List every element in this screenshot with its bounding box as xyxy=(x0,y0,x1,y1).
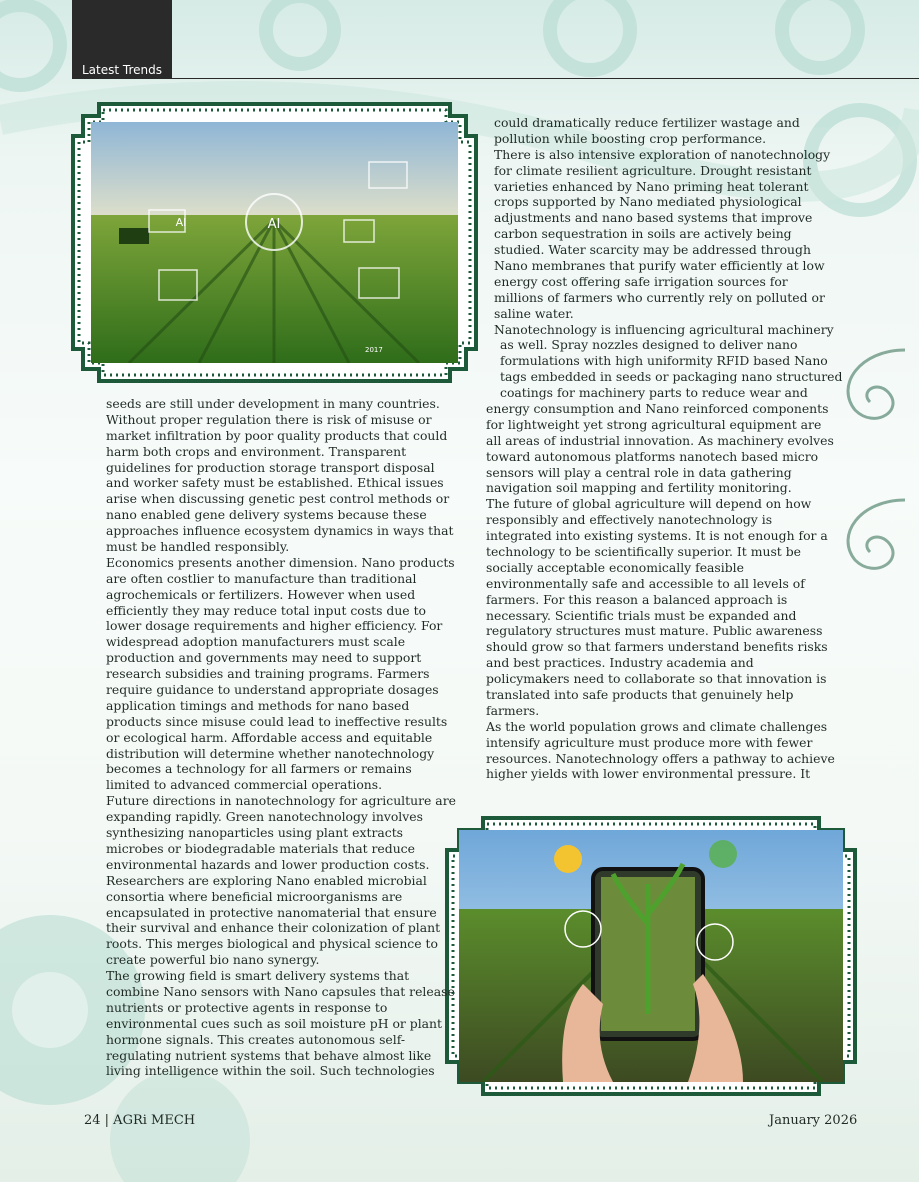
text-line: roots. This merges biological and physical science to xyxy=(106,936,438,952)
text-line: combine Nano sensors with Nano capsules that release xyxy=(106,983,455,999)
text-line: Without proper regulation there is risk of misuse or xyxy=(106,411,432,427)
text-line: Nanotechnology is influencing agricultural machinery xyxy=(494,321,834,337)
text-line: for climate resilient agriculture. Drought resistant xyxy=(494,162,812,178)
text-line: saline water. xyxy=(494,305,574,321)
text-line: environmental hazards and lower production costs. xyxy=(106,856,430,872)
text-line: or ecological harm. Affordable access and equitable xyxy=(106,729,433,745)
text-line: market infiltration by poor quality products that could xyxy=(106,427,448,443)
text-line: for lightweight yet strong agricultural equipment are xyxy=(486,416,822,432)
text-line: agrochemicals or fertilizers. However when used xyxy=(106,586,416,602)
text-line: energy cost offering safe irrigation sources for xyxy=(494,273,788,289)
text-line: widespread adoption manufacturers must scale xyxy=(106,634,406,650)
text-line: formulations with high uniformity RFID based Nano xyxy=(500,353,828,369)
overlay-ai-left: AI xyxy=(175,216,187,229)
top-image-frame xyxy=(69,100,480,385)
text-line: should grow so that farmers understand benefits risks xyxy=(486,639,828,655)
text-line: Nano membranes that purify water efficiently at low xyxy=(494,258,825,274)
text-line: efficiently they may reduce total input costs due to xyxy=(106,602,427,618)
text-line: translated into safe products that genuinely help xyxy=(486,687,794,703)
text-line: carbon sequestration in soils are actively being xyxy=(494,226,792,242)
text-line: The growing field is smart delivery systems that xyxy=(106,968,410,984)
text-line: The future of global agriculture will depend on how xyxy=(486,496,812,512)
text-line: all areas of industrial innovation. As machinery evolves xyxy=(486,432,834,448)
bottom-image-frame xyxy=(443,814,859,1098)
text-line: application timings and methods for nano based xyxy=(106,697,410,713)
text-line: integrated into existing systems. It is not enough for a xyxy=(486,528,828,544)
text-line: distribution will determine whether nanotechnology xyxy=(106,745,435,761)
text-line: nano enabled gene delivery systems because these xyxy=(106,507,427,523)
text-line: studied. Water scarcity may be addressed through xyxy=(494,242,811,258)
header-rule xyxy=(72,78,919,79)
text-line: socially acceptable economically feasible xyxy=(486,559,744,575)
text-line: farmers. For this reason a balanced approach is xyxy=(486,591,788,607)
text-line: arise when discussing genetic pest control methods or xyxy=(106,491,450,507)
text-line: seeds are still under development in many countries. xyxy=(106,396,440,411)
left-column-text xyxy=(106,396,456,1079)
text-line: toward autonomous platforms nanotech based micro xyxy=(486,448,819,464)
text-line: environmentally safe and accessible to all levels of xyxy=(486,575,805,591)
section-tab xyxy=(72,0,172,78)
text-line: harm both crops and environment. Transparent xyxy=(106,443,407,459)
text-line: products since misuse could lead to ineffective results xyxy=(106,713,448,729)
section-label: Latest Trends xyxy=(82,63,162,77)
text-line: as well. Spray nozzles designed to deliver nano xyxy=(500,337,798,353)
text-line: expanding rapidly. Green nanotechnology involves xyxy=(106,809,423,825)
text-line: necessary. Scientific trials must be expanded and xyxy=(486,607,797,623)
text-line: create powerful bio nano synergy. xyxy=(106,952,320,968)
text-line: are often costlier to manufacture than traditional xyxy=(106,570,417,586)
right-column-text-top xyxy=(494,115,842,401)
footer-date: January 2026 xyxy=(769,1113,858,1128)
text-line: consortia where beneficial microorganisms are xyxy=(106,888,403,904)
text-line: policymakers need to collaborate so that innovation is xyxy=(486,671,827,687)
text-line: varieties enhanced by Nano priming heat tolerant xyxy=(494,178,809,194)
overlay-ai-center: AI xyxy=(267,217,281,232)
text-line: adjustments and nano based systems that improve xyxy=(494,210,813,226)
text-line: becomes a technology for all farmers or remains xyxy=(106,761,412,777)
text-line: As the world population grows and climate challenges xyxy=(486,718,828,734)
text-line: their survival and enhance their colonization of plant xyxy=(106,920,441,936)
text-line: navigation soil mapping and fertility monitoring. xyxy=(486,480,792,496)
text-line: Future directions in nanotechnology for agriculture are xyxy=(106,793,456,809)
text-line: technology to be scientifically superior. It must be xyxy=(486,544,801,560)
text-line: require guidance to understand appropriate dosages xyxy=(106,682,439,698)
text-line: higher yields with lower environmental pressure. It xyxy=(486,766,811,782)
text-line: limited to advanced commercial operations. xyxy=(106,777,383,793)
text-line: encapsulated in protective nanomaterial that ensure xyxy=(106,904,437,920)
text-line: farmers. xyxy=(486,702,540,718)
text-line: Economics presents another dimension. Nano products xyxy=(106,554,455,570)
text-line: pollution while boosting crop performance. xyxy=(494,130,767,146)
text-line: research subsidies and training programs. Farmers xyxy=(106,666,430,682)
text-line: responsibly and effectively nanotechnology is xyxy=(486,512,773,528)
text-line: lower dosage requirements and higher efficiency. For xyxy=(106,618,443,634)
text-line: nutrients or protective agents in response to xyxy=(106,999,388,1015)
text-line: regulatory structures must mature. Public awareness xyxy=(486,623,823,639)
footer-page-label: 24 | AGRi MECH xyxy=(84,1113,196,1128)
text-line: guidelines for production storage transport disposal xyxy=(106,459,435,475)
text-line: living intelligence within the soil. Such technologies xyxy=(106,1063,435,1079)
text-line: energy consumption and Nano reinforced components xyxy=(486,401,829,416)
text-line: sensors will play a central role in data gathering xyxy=(486,464,792,480)
text-line: environmental cues such as soil moisture pH or plant xyxy=(106,1015,443,1031)
text-line: coatings for machinery parts to reduce wear and xyxy=(500,385,808,401)
text-line: millions of farmers who currently rely on polluted or xyxy=(494,289,825,305)
text-line: production and governments may need to support xyxy=(106,650,422,666)
text-line: hormone signals. This creates autonomous self- xyxy=(106,1031,406,1047)
text-line: crops supported by Nano mediated physiological xyxy=(494,194,802,210)
text-line: There is also intensive exploration of nanotechnology xyxy=(494,146,831,162)
right-column-text-bottom xyxy=(486,401,835,782)
text-line: resources. Nanotechnology offers a pathway to achieve xyxy=(486,750,835,766)
text-line: Researchers are exploring Nano enabled microbial xyxy=(106,872,427,888)
text-line: and best practices. Industry academia and xyxy=(486,655,754,671)
overlay-year: 2017 xyxy=(365,346,383,354)
text-line: must be handled responsibly. xyxy=(106,539,290,555)
text-line: tags embedded in seeds or packaging nano structured xyxy=(500,369,843,385)
text-line: regulating nutrient systems that behave almost like xyxy=(106,1047,432,1063)
text-line: approaches influence ecosystem dynamics in ways that xyxy=(106,523,454,539)
text-line: and worker safety must be established. Ethical issues xyxy=(106,475,444,491)
text-line: could dramatically reduce fertilizer wastage and xyxy=(494,115,800,130)
text-line: intensify agriculture must produce more with fewer xyxy=(486,734,813,750)
text-line: microbes or biodegradable materials that reduce xyxy=(106,840,415,856)
text-line: synthesizing nanoparticles using plant extracts xyxy=(106,825,404,841)
